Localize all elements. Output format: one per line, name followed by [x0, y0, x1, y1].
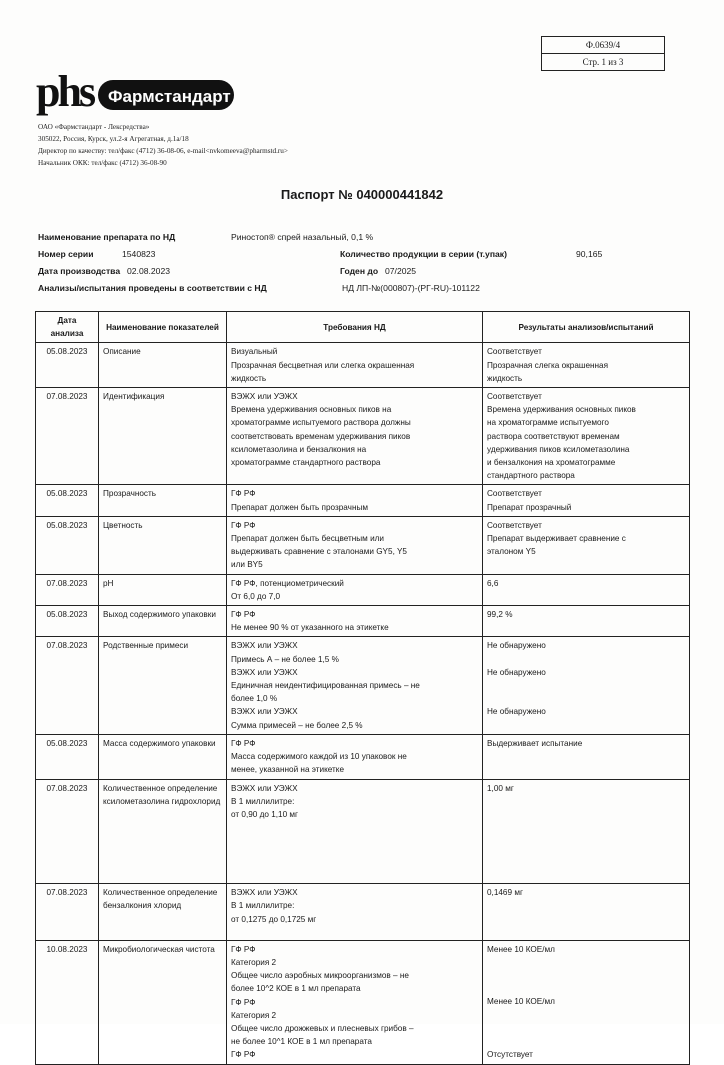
result-line: Препарат прозрачный — [487, 502, 572, 512]
requirement-line: ГФ РФ, потенциометрический — [231, 578, 344, 588]
requirement-cell — [227, 940, 483, 1064]
result-line: Менее 10 КОЕ/мл — [487, 944, 555, 954]
result-line: Выдерживает испытание — [487, 738, 583, 748]
company-line: Начальник ОКК: тел/факс (4712) 36-08-90 — [38, 159, 167, 167]
quantity-label: Количество продукции в серии (т.упак) — [340, 249, 507, 259]
table-row — [36, 516, 690, 574]
result-line — [487, 956, 685, 969]
result-line: эталоном Y5 — [487, 547, 536, 557]
table-row — [36, 884, 690, 941]
result-line: Отсутствует — [487, 1050, 533, 1060]
result-line: Препарат выдерживает сравнение с — [487, 534, 626, 544]
analysis-date: 07.08.2023 — [36, 884, 99, 941]
requirement-cell — [227, 734, 483, 779]
indicator-name: Идентификация — [99, 388, 227, 485]
requirement-line: Не менее 90 % от указанного на этикетке — [231, 623, 389, 633]
indicator-name: Цветность — [99, 516, 227, 574]
company-line: ОАО «Фармстандарт - Лексредства» — [38, 123, 150, 131]
table-body — [36, 343, 690, 1064]
drug-name-label: Наименование препарата по НД — [38, 232, 176, 242]
company-info — [38, 121, 288, 169]
requirement-line: более 1,0 % — [231, 694, 278, 704]
requirement-line: ГФ РФ — [231, 738, 256, 748]
requirement-line: хроматограмме стандартного раствора — [231, 458, 381, 468]
result-cell — [483, 485, 690, 516]
requirement-line: выдерживать сравнение с эталонами GY5, Y5 — [231, 547, 407, 557]
result-line: Менее 10 КОЕ/мл — [487, 997, 555, 1007]
requirement-line: В 1 миллилитре: — [231, 796, 295, 806]
result-line: Не обнаружено — [487, 707, 546, 717]
quantity-value: 90,165 — [576, 249, 603, 259]
requirement-line: ВЭЖХ или УЭЖХ — [231, 888, 298, 898]
requirement-line: менее, указанной на этикетке — [231, 765, 345, 775]
pharmstandard-logo — [32, 68, 240, 118]
requirement-cell — [227, 485, 483, 516]
expiry-value: 07/2025 — [385, 266, 417, 276]
requirement-line: Времена удерживания основных пиков на — [231, 405, 392, 415]
analysis-date: 05.08.2023 — [36, 606, 99, 637]
table-row — [36, 734, 690, 779]
analysis-date: 07.08.2023 — [36, 637, 99, 734]
requirement-line: ВЭЖХ или УЭЖХ — [231, 783, 298, 793]
result-line: удерживания пиков ксилометазолина — [487, 444, 630, 454]
table-row — [36, 606, 690, 637]
form-code-box — [541, 36, 665, 71]
requirement-line: более 10^2 КОЕ в 1 мл препарата — [231, 984, 361, 994]
requirement-cell — [227, 388, 483, 485]
requirement-line: Общее число дрожжевых и плесневых грибов – — [231, 1023, 414, 1033]
result-line: 6,6 — [487, 578, 499, 588]
document-title: Паспорт № 040000441842 — [280, 187, 444, 202]
drug-name-value: Риностоп® спрей назальный, 0,1 % — [231, 232, 374, 242]
result-line: Соответствует — [487, 489, 542, 499]
result-line: и бензалкония на хроматограмме — [487, 458, 616, 468]
requirement-line: Категория 2 — [231, 957, 277, 967]
result-line: жидкость — [487, 373, 523, 383]
requirement-cell — [227, 574, 483, 605]
result-line: Соответствует — [487, 392, 542, 402]
requirement-line: Категория 2 — [231, 1010, 277, 1020]
result-cell — [483, 884, 690, 941]
result-cell — [483, 734, 690, 779]
requirement-line: или BY5 — [231, 560, 263, 570]
requirement-line: Масса содержимого каждой из 10 упаковок не — [231, 752, 407, 762]
indicator-name: Микробиологическая чистота — [99, 940, 227, 1064]
table-header-row — [36, 312, 690, 343]
series-label: Номер серии — [38, 249, 94, 259]
analysis-date: 05.08.2023 — [36, 516, 99, 574]
result-line: Соответствует — [487, 347, 542, 357]
requirement-line: от 0,1275 до 0,1725 мг — [231, 914, 317, 924]
analysis-date: 05.08.2023 — [36, 734, 99, 779]
analysis-standard-label: Анализы/испытания проведены в соответствии с НД — [38, 283, 267, 293]
result-line: Не обнаружено — [487, 667, 546, 677]
form-code: Ф.0639/4 — [585, 40, 621, 50]
requirement-line: ГФ РФ — [231, 997, 256, 1007]
result-line — [487, 719, 685, 732]
table-row — [36, 779, 690, 884]
requirement-line: Прозрачная бесцветная или слегка окрашенная — [231, 360, 415, 370]
result-cell — [483, 637, 690, 734]
requirement-line: ГФ РФ — [231, 520, 256, 530]
table-row — [36, 637, 690, 734]
results-table — [35, 311, 690, 1065]
analysis-date: 05.08.2023 — [36, 343, 99, 388]
indicator-name: Родственные примеси — [99, 637, 227, 734]
indicator-name: Выход содержимого упаковки — [99, 606, 227, 637]
result-cell — [483, 940, 690, 1064]
production-date-label: Дата производства — [38, 266, 121, 276]
result-line — [487, 692, 685, 705]
table-row — [36, 574, 690, 605]
indicator-name: Количественное определение ксилометазолина гидрохлорид — [99, 779, 227, 884]
result-cell — [483, 343, 690, 388]
requirement-line: не более 10^1 КОЕ в 1 мл препарата — [231, 1037, 372, 1047]
header-date: Дата анализа — [36, 312, 99, 343]
indicator-name: Прозрачность — [99, 485, 227, 516]
expiry-label: Годен до — [340, 266, 379, 276]
requirement-line: ГФ РФ — [231, 944, 256, 954]
analysis-standard-value: НД ЛП-№(000807)-(РГ-RU)-101122 — [342, 283, 480, 293]
requirement-line: ВЭЖХ или УЭЖХ — [231, 641, 298, 651]
requirement-line: Единичная неидентифицированная примесь – не — [231, 681, 420, 691]
analysis-date: 05.08.2023 — [36, 485, 99, 516]
result-cell — [483, 388, 690, 485]
requirement-line: ГФ РФ — [231, 610, 256, 620]
requirement-cell — [227, 606, 483, 637]
requirement-line: соответствовать временам удерживания пиков — [231, 431, 411, 441]
table-row — [36, 940, 690, 1064]
requirement-line: В 1 миллилитре: — [231, 901, 295, 911]
requirement-cell — [227, 779, 483, 884]
result-cell — [483, 574, 690, 605]
requirement-line: ГФ РФ — [231, 489, 256, 499]
requirement-cell — [227, 884, 483, 941]
table-row — [36, 388, 690, 485]
result-line: Прозрачная слегка окрашенная — [487, 360, 609, 370]
result-line: Соответствует — [487, 520, 542, 530]
requirement-line: ВЭЖХ или УЭЖХ — [231, 392, 298, 402]
result-line: 0,1469 мг — [487, 888, 523, 898]
indicator-name: pH — [99, 574, 227, 605]
result-line: 99,2 % — [487, 610, 513, 620]
logo-name: Фармстандарт — [108, 87, 231, 106]
requirement-cell — [227, 637, 483, 734]
result-line — [487, 653, 685, 666]
requirement-line: Визуальный — [231, 347, 278, 357]
header-requirements: Требования НД — [227, 312, 483, 343]
requirement-line: хроматограмме испытуемого раствора должны — [231, 418, 411, 428]
result-line — [487, 969, 685, 982]
result-cell — [483, 779, 690, 884]
result-line — [487, 679, 685, 692]
requirement-line: ксилометазолина и бензалкония на — [231, 444, 367, 454]
requirement-line: от 0,90 до 1,10 мг — [231, 809, 299, 819]
result-line: стандартного раствора — [487, 471, 575, 481]
table-row — [36, 343, 690, 388]
requirement-cell — [227, 343, 483, 388]
series-value: 1540823 — [122, 249, 156, 259]
result-line — [487, 982, 685, 995]
result-line: Времена удерживания основных пиков — [487, 405, 636, 415]
requirement-line: Сумма примесей – не более 2,5 % — [231, 720, 363, 730]
requirement-line: ВЭЖХ или УЭЖХ — [231, 667, 298, 677]
analysis-date: 07.08.2023 — [36, 388, 99, 485]
indicator-name: Масса содержимого упаковки — [99, 734, 227, 779]
analysis-date: 10.08.2023 — [36, 940, 99, 1064]
requirement-line: ГФ РФ — [231, 1050, 256, 1060]
header-results: Результаты анализов/испытаний — [483, 312, 690, 343]
requirement-line: жидкость — [231, 373, 267, 383]
result-line: раствора соответствуют временам — [487, 431, 620, 441]
analysis-date: 07.08.2023 — [36, 574, 99, 605]
page-number: Стр. 1 из 3 — [542, 53, 664, 70]
company-line: Директор по качеству: тел/факс (4712) 36-08-06, e-mail<nvkomeeva@pharmstd.ru> — [38, 147, 288, 155]
requirement-line: ВЭЖХ или УЭЖХ — [231, 707, 298, 717]
result-line: 1,00 мг — [487, 783, 514, 793]
result-cell — [483, 606, 690, 637]
result-line — [487, 1009, 685, 1022]
result-cell — [483, 516, 690, 574]
analysis-date: 07.08.2023 — [36, 779, 99, 884]
header-indicator: Наименование показателей — [99, 312, 227, 343]
logo-mark: phs — [36, 68, 94, 116]
result-line: Не обнаружено — [487, 641, 546, 651]
production-date-value: 02.08.2023 — [127, 266, 171, 276]
requirement-line: Примесь А – не более 1,5 % — [231, 654, 339, 664]
requirement-line: Препарат должен быть прозрачным — [231, 502, 368, 512]
requirement-cell — [227, 516, 483, 574]
requirement-line: Общее число аэробных микроорганизмов – не — [231, 971, 409, 981]
result-line: на хроматограмме испытуемого — [487, 418, 609, 428]
requirement-line: Препарат должен быть бесцветным или — [231, 534, 385, 544]
result-line — [487, 1035, 685, 1048]
indicator-name: Описание — [99, 343, 227, 388]
indicator-name: Количественное определение бензалкония хлорид — [99, 884, 227, 941]
requirement-line: От 6,0 до 7,0 — [231, 591, 281, 601]
company-line: 305022, Россия, Курск, ул.2-я Агрегатная, д.1а/18 — [38, 135, 189, 143]
table-row — [36, 485, 690, 516]
